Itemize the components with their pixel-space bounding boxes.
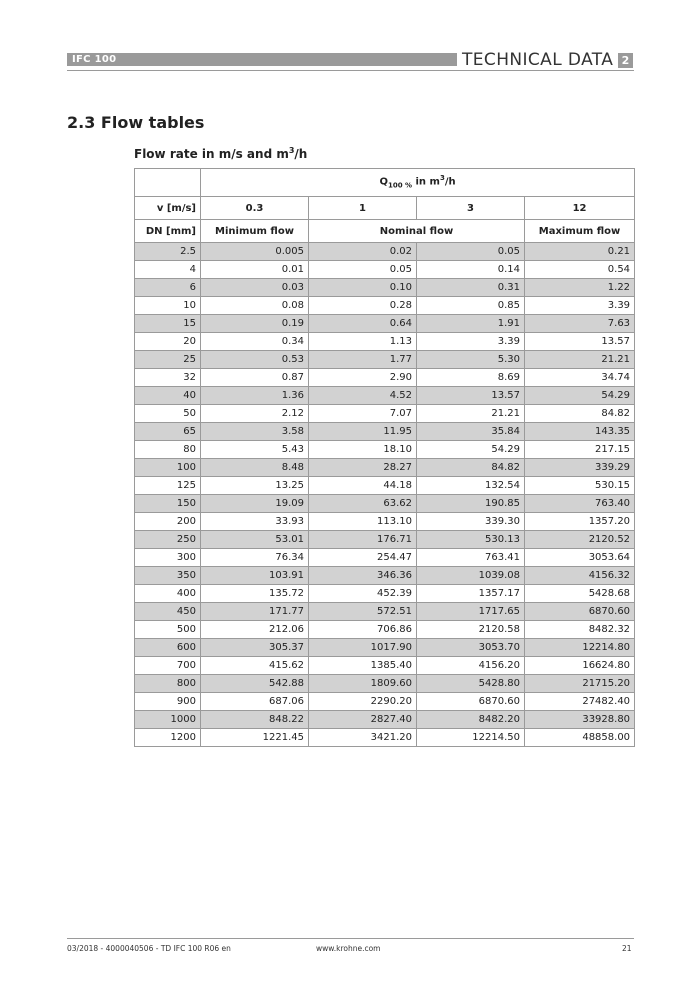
v-value: 0.3 <box>201 197 309 220</box>
flow-cell: 8482.32 <box>525 621 635 639</box>
flow-cell: 3.58 <box>201 423 309 441</box>
flow-cell: 254.47 <box>309 549 417 567</box>
table-header-row <box>135 169 635 197</box>
flow-cell: 54.29 <box>525 387 635 405</box>
product-name: IFC 100 <box>72 54 117 65</box>
flow-cell: 11.95 <box>309 423 417 441</box>
dn-cell: 150 <box>135 495 201 513</box>
flow-cell: 0.14 <box>417 261 525 279</box>
table-row <box>135 693 635 711</box>
flow-cell: 3.39 <box>525 297 635 315</box>
flow-cell: 76.34 <box>201 549 309 567</box>
flow-cell: 7.63 <box>525 315 635 333</box>
table-row <box>135 315 635 333</box>
flow-cell: 63.62 <box>309 495 417 513</box>
dn-cell: 2.5 <box>135 243 201 261</box>
flow-cell: 1017.90 <box>309 639 417 657</box>
dn-cell: 100 <box>135 459 201 477</box>
dn-cell: 40 <box>135 387 201 405</box>
table-row <box>135 387 635 405</box>
flow-cell: 8482.20 <box>417 711 525 729</box>
flow-cell: 305.37 <box>201 639 309 657</box>
dn-cell: 10 <box>135 297 201 315</box>
flow-cell: 3053.64 <box>525 549 635 567</box>
flow-cell: 1.36 <box>201 387 309 405</box>
flow-cell: 1357.20 <box>525 513 635 531</box>
flow-cell: 4.52 <box>309 387 417 405</box>
flow-cell: 339.29 <box>525 459 635 477</box>
flow-cell: 13.57 <box>417 387 525 405</box>
table-row <box>135 531 635 549</box>
flow-cell: 0.34 <box>201 333 309 351</box>
v-value: 12 <box>525 197 635 220</box>
table-row <box>135 549 635 567</box>
v-value: 3 <box>417 197 525 220</box>
table-row <box>135 513 635 531</box>
flow-cell: 0.05 <box>417 243 525 261</box>
flow-cell: 3421.20 <box>309 729 417 747</box>
flow-cell: 5428.80 <box>417 675 525 693</box>
dn-cell: 50 <box>135 405 201 423</box>
flow-cell: 1.91 <box>417 315 525 333</box>
flow-cell: 3053.70 <box>417 639 525 657</box>
flow-cell: 1357.17 <box>417 585 525 603</box>
dn-cell: 15 <box>135 315 201 333</box>
flow-cell: 113.10 <box>309 513 417 531</box>
table-row <box>135 279 635 297</box>
table-row <box>135 495 635 513</box>
flow-cell: 6870.60 <box>417 693 525 711</box>
flow-cell: 572.51 <box>309 603 417 621</box>
flow-cell: 5428.68 <box>525 585 635 603</box>
table-header-row <box>135 197 635 220</box>
flow-cell: 530.15 <box>525 477 635 495</box>
footer-rule <box>67 938 634 939</box>
table-row <box>135 369 635 387</box>
flow-cell: 103.91 <box>201 567 309 585</box>
flow-cell: 1809.60 <box>309 675 417 693</box>
table-row <box>135 621 635 639</box>
flow-cell: 1.13 <box>309 333 417 351</box>
flow-cell: 346.36 <box>309 567 417 585</box>
table-row <box>135 459 635 477</box>
table-row <box>135 675 635 693</box>
flow-cell: 2.90 <box>309 369 417 387</box>
flow-cell: 84.82 <box>417 459 525 477</box>
flow-cell: 143.35 <box>525 423 635 441</box>
flow-table <box>134 168 635 747</box>
table-caption: Flow rate in m/s and $m^3/h$ <box>134 146 308 161</box>
flow-cell: 0.54 <box>525 261 635 279</box>
flow-cell: 84.82 <box>525 405 635 423</box>
table-row <box>135 729 635 747</box>
flow-cell: 18.10 <box>309 441 417 459</box>
flow-cell: 132.54 <box>417 477 525 495</box>
chapter-number-badge: 2 <box>618 53 633 68</box>
table-row <box>135 333 635 351</box>
dn-cell: 300 <box>135 549 201 567</box>
flow-cell: 339.30 <box>417 513 525 531</box>
table-row <box>135 567 635 585</box>
table-row <box>135 243 635 261</box>
footer-doc-ref: 03/2018 - 4000040506 - TD IFC 100 R06 en <box>67 944 231 953</box>
dn-cell: 350 <box>135 567 201 585</box>
flow-cell: 0.64 <box>309 315 417 333</box>
flow-cell: 35.84 <box>417 423 525 441</box>
flow-cell: 7.07 <box>309 405 417 423</box>
flow-cell: 848.22 <box>201 711 309 729</box>
table-row <box>135 585 635 603</box>
table-row <box>135 423 635 441</box>
flow-cell: 2120.58 <box>417 621 525 639</box>
flow-cell: 8.69 <box>417 369 525 387</box>
flow-cell: 0.08 <box>201 297 309 315</box>
flow-cell: 53.01 <box>201 531 309 549</box>
flow-cell: 6870.60 <box>525 603 635 621</box>
flow-cell: 12214.50 <box>417 729 525 747</box>
q-header: $Q_{100 \%}$ in $m^3/h$ <box>201 169 635 197</box>
flow-cell: 0.05 <box>309 261 417 279</box>
flow-cell: 415.62 <box>201 657 309 675</box>
dn-cell: 20 <box>135 333 201 351</box>
flow-cell: 2120.52 <box>525 531 635 549</box>
flow-cell: 763.41 <box>417 549 525 567</box>
section-header-title: TECHNICAL DATA <box>462 50 614 70</box>
flow-cell: 2290.20 <box>309 693 417 711</box>
header-rule <box>67 70 634 71</box>
dn-cell: 1200 <box>135 729 201 747</box>
table-row <box>135 405 635 423</box>
minimum-flow-header: Minimum flow <box>201 220 309 243</box>
flow-cell: 8.48 <box>201 459 309 477</box>
flow-cell: 0.03 <box>201 279 309 297</box>
flow-cell: 21715.20 <box>525 675 635 693</box>
flow-cell: 0.28 <box>309 297 417 315</box>
flow-cell: 135.72 <box>201 585 309 603</box>
dn-cell: 4 <box>135 261 201 279</box>
flow-cell: 13.25 <box>201 477 309 495</box>
flow-cell: 4156.32 <box>525 567 635 585</box>
flow-cell: 452.39 <box>309 585 417 603</box>
flow-cell: 28.27 <box>309 459 417 477</box>
flow-cell: 19.09 <box>201 495 309 513</box>
table-row <box>135 711 635 729</box>
flow-cell: 0.87 <box>201 369 309 387</box>
flow-cell: 4156.20 <box>417 657 525 675</box>
dn-cell: 900 <box>135 693 201 711</box>
header-bar <box>67 53 457 66</box>
flow-cell: 530.13 <box>417 531 525 549</box>
flow-cell: 44.18 <box>309 477 417 495</box>
table-corner-cell <box>135 169 201 197</box>
dn-cell: 500 <box>135 621 201 639</box>
dn-cell: 450 <box>135 603 201 621</box>
table-row <box>135 297 635 315</box>
flow-cell: 2827.40 <box>309 711 417 729</box>
dn-cell: 200 <box>135 513 201 531</box>
flow-cell: 13.57 <box>525 333 635 351</box>
flow-cell: 21.21 <box>417 405 525 423</box>
table-row <box>135 441 635 459</box>
flow-cell: 0.85 <box>417 297 525 315</box>
flow-cell: 34.74 <box>525 369 635 387</box>
flow-cell: 171.77 <box>201 603 309 621</box>
dn-cell: 6 <box>135 279 201 297</box>
flow-cell: 0.21 <box>525 243 635 261</box>
dn-label: DN [mm] <box>135 220 201 243</box>
section-title: 2.3 Flow tables <box>67 113 205 132</box>
dn-cell: 32 <box>135 369 201 387</box>
dn-cell: 400 <box>135 585 201 603</box>
dn-cell: 65 <box>135 423 201 441</box>
flow-cell: 0.005 <box>201 243 309 261</box>
v-value: 1 <box>309 197 417 220</box>
flow-cell: 763.40 <box>525 495 635 513</box>
flow-cell: 16624.80 <box>525 657 635 675</box>
dn-cell: 800 <box>135 675 201 693</box>
flow-cell: 0.01 <box>201 261 309 279</box>
flow-cell: 3.39 <box>417 333 525 351</box>
flow-cell: 0.02 <box>309 243 417 261</box>
table-header-row <box>135 220 635 243</box>
flow-cell: 1.77 <box>309 351 417 369</box>
flow-cell: 33928.80 <box>525 711 635 729</box>
flow-cell: 1.22 <box>525 279 635 297</box>
flow-cell: 176.71 <box>309 531 417 549</box>
flow-cell: 0.53 <box>201 351 309 369</box>
table-row <box>135 603 635 621</box>
flow-cell: 212.06 <box>201 621 309 639</box>
flow-cell: 0.19 <box>201 315 309 333</box>
table-row <box>135 657 635 675</box>
flow-table-body <box>135 243 635 747</box>
flow-cell: 1221.45 <box>201 729 309 747</box>
flow-cell: 48858.00 <box>525 729 635 747</box>
table-row <box>135 477 635 495</box>
flow-cell: 542.88 <box>201 675 309 693</box>
dn-cell: 125 <box>135 477 201 495</box>
dn-cell: 25 <box>135 351 201 369</box>
flow-cell: 27482.40 <box>525 693 635 711</box>
dn-cell: 700 <box>135 657 201 675</box>
flow-cell: 21.21 <box>525 351 635 369</box>
flow-cell: 687.06 <box>201 693 309 711</box>
table-row <box>135 351 635 369</box>
dn-cell: 80 <box>135 441 201 459</box>
flow-cell: 5.43 <box>201 441 309 459</box>
flow-cell: 190.85 <box>417 495 525 513</box>
flow-cell: 1717.65 <box>417 603 525 621</box>
flow-cell: 12214.80 <box>525 639 635 657</box>
flow-cell: 54.29 <box>417 441 525 459</box>
flow-cell: 0.10 <box>309 279 417 297</box>
dn-cell: 1000 <box>135 711 201 729</box>
table-row <box>135 261 635 279</box>
v-label: v [m/s] <box>135 197 201 220</box>
dn-cell: 250 <box>135 531 201 549</box>
flow-cell: 1039.08 <box>417 567 525 585</box>
table-row <box>135 639 635 657</box>
flow-cell: 0.31 <box>417 279 525 297</box>
flow-cell: 2.12 <box>201 405 309 423</box>
flow-cell: 5.30 <box>417 351 525 369</box>
maximum-flow-header: Maximum flow <box>525 220 635 243</box>
nominal-flow-header: Nominal flow <box>309 220 525 243</box>
flow-cell: 217.15 <box>525 441 635 459</box>
footer-website: www.krohne.com <box>316 944 381 953</box>
flow-cell: 1385.40 <box>309 657 417 675</box>
page-number: 21 <box>622 944 632 953</box>
flow-cell: 33.93 <box>201 513 309 531</box>
dn-cell: 600 <box>135 639 201 657</box>
flow-cell: 706.86 <box>309 621 417 639</box>
